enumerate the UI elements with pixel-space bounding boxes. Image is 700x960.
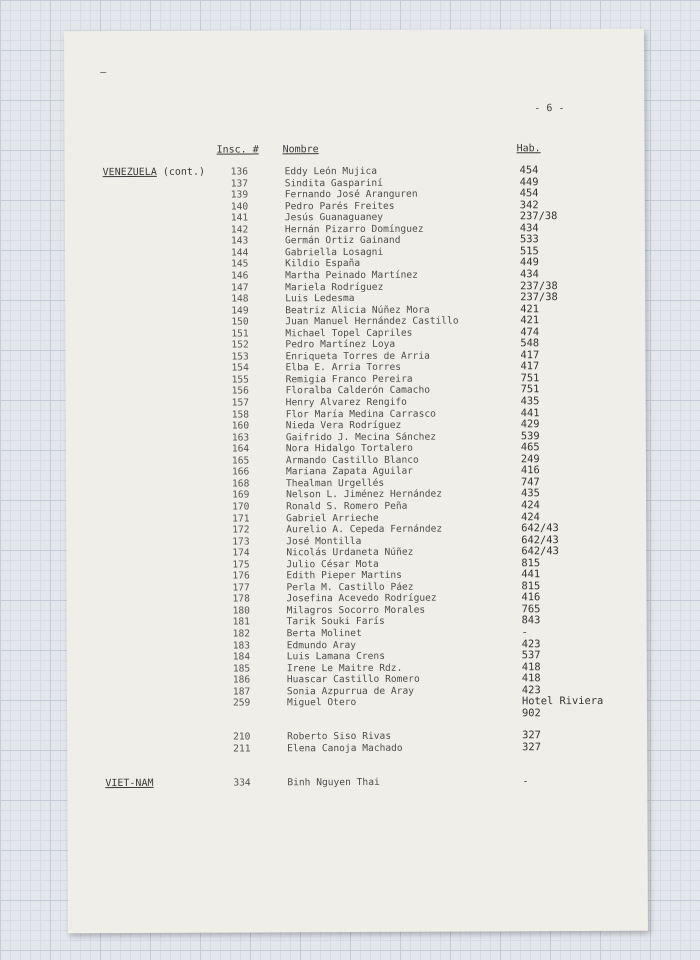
room-number: 418 bbox=[521, 672, 541, 685]
room-number: 342 bbox=[519, 198, 539, 211]
participant-name: Aurelio A. Cepeda Fernández bbox=[286, 523, 443, 536]
registration-number: 181 bbox=[232, 616, 250, 628]
participant-name: Milagros Socorro Morales bbox=[286, 604, 426, 617]
room-number: 423 bbox=[521, 683, 541, 697]
participant-name: Nelson L. Jiménez Hernández bbox=[286, 489, 443, 501]
room-number: 418 bbox=[521, 660, 541, 673]
registration-number: 142 bbox=[230, 224, 249, 236]
registration-number: 149 bbox=[231, 305, 249, 317]
participant-name: Mariela Rodríguez bbox=[285, 281, 384, 293]
participant-name: Jesús Guanaguaney bbox=[284, 212, 384, 224]
participant-name: Roberto Siso Rivas bbox=[287, 731, 392, 743]
room-number: 548 bbox=[520, 337, 540, 350]
registration-number: 180 bbox=[232, 605, 250, 617]
registration-number: 259 bbox=[232, 697, 251, 709]
registration-number: 163 bbox=[231, 432, 250, 444]
registration-number: 155 bbox=[231, 374, 249, 386]
registration-number: 171 bbox=[232, 512, 250, 525]
room-number: 441 bbox=[520, 406, 540, 419]
participant-name: Elena Canoja Machado bbox=[287, 742, 403, 755]
participant-name: Pedro Martínez Loya bbox=[285, 339, 396, 351]
registration-number: 186 bbox=[232, 674, 251, 686]
room-number: 327 bbox=[522, 741, 541, 754]
room-number: 416 bbox=[520, 464, 540, 477]
room-number: 751 bbox=[520, 383, 540, 396]
room-number: Hotel Riviera bbox=[521, 695, 604, 708]
participant-name: Edith Pieper Martins bbox=[286, 570, 402, 582]
registration-number: 173 bbox=[232, 536, 250, 548]
participant-name: Henry Alvarez Rengifo bbox=[285, 396, 407, 409]
room-number: 843 bbox=[521, 614, 541, 627]
header-mark: — bbox=[100, 67, 109, 79]
room-number: 454 bbox=[519, 187, 539, 200]
registration-number: 152 bbox=[231, 339, 249, 351]
participant-name: Gaifrido J. Mecina Sánchez bbox=[285, 431, 437, 443]
room-number: 424 bbox=[521, 499, 540, 512]
registration-number: 165 bbox=[231, 455, 250, 467]
room-number: 902 bbox=[521, 707, 541, 720]
room-number: 815 bbox=[521, 556, 541, 569]
registration-number: 183 bbox=[232, 640, 251, 652]
registration-number: 187 bbox=[232, 686, 251, 698]
room-number: 515 bbox=[519, 245, 539, 258]
participant-name: Josefina Acevedo Rodríguez bbox=[286, 592, 437, 605]
participant-name: Mariana Zapata Aguilar bbox=[285, 466, 414, 478]
registration-number: 157 bbox=[231, 397, 250, 409]
participant-name: Martha Peinado Martínez bbox=[285, 269, 418, 282]
registration-number: 144 bbox=[230, 247, 249, 259]
registration-number: 160 bbox=[231, 420, 250, 432]
participant-name: Nieda Vera Rodríguez bbox=[285, 419, 402, 432]
room-number: 421 bbox=[520, 302, 540, 315]
participant-name: Nora Hidalgo Tortalero bbox=[285, 442, 413, 455]
room-number: 765 bbox=[521, 603, 541, 616]
registration-number: 151 bbox=[231, 328, 249, 340]
registration-number: 147 bbox=[231, 281, 249, 294]
participant-name: Perla M. Castillo Páez bbox=[286, 581, 414, 594]
country-label bbox=[103, 167, 205, 178]
registration-number: 178 bbox=[232, 593, 250, 605]
room-number: 747 bbox=[520, 476, 540, 489]
registration-number: 140 bbox=[230, 201, 249, 213]
room-number: 454 bbox=[519, 164, 539, 177]
room-number: 642/43 bbox=[521, 545, 559, 558]
room-number: 237/38 bbox=[520, 279, 558, 292]
room-number: 434 bbox=[519, 221, 539, 235]
participant-name: Luis Ledesma bbox=[285, 293, 355, 305]
registration-number: 139 bbox=[230, 189, 249, 201]
participant-name: Julio César Mota bbox=[286, 558, 379, 570]
registration-number: 166 bbox=[231, 466, 250, 478]
room-number: 539 bbox=[520, 429, 540, 442]
participant-name: José Montilla bbox=[286, 535, 362, 547]
page-number: - 6 - bbox=[534, 103, 565, 115]
room-number: 237/38 bbox=[520, 291, 558, 304]
participant-name: Luis Lamana Crens bbox=[286, 650, 385, 663]
room-number: 424 bbox=[521, 510, 540, 523]
room-number: 465 bbox=[520, 441, 540, 454]
participant-name: Michael Topel Capriles bbox=[285, 327, 413, 339]
participant-name: Beatriz Alicia Núñez Mora bbox=[285, 304, 430, 316]
registration-number: 136 bbox=[230, 166, 249, 178]
room-number: 642/43 bbox=[521, 533, 559, 546]
participant-name: Eddy León Mujica bbox=[284, 165, 378, 178]
registration-number: 148 bbox=[231, 293, 249, 305]
room-number: 435 bbox=[521, 487, 540, 500]
participant-name: Miguel Otero bbox=[286, 697, 357, 709]
room-number: 423 bbox=[521, 637, 541, 650]
room-number: 417 bbox=[520, 360, 540, 373]
participant-name: Enriqueta Torres de Arria bbox=[285, 350, 430, 363]
room-number: 327 bbox=[522, 729, 541, 742]
room-number: - bbox=[522, 774, 529, 787]
participant-name: Floralba Calderón Camacho bbox=[285, 385, 431, 397]
participant-name: Binh Nguyen Thai bbox=[287, 776, 380, 788]
registration-number: 146 bbox=[231, 270, 249, 282]
room-number: 434 bbox=[520, 268, 539, 281]
room-number: 449 bbox=[520, 256, 539, 269]
registration-number: 143 bbox=[230, 235, 249, 247]
country-name: VIET-NAM bbox=[105, 777, 154, 789]
participant-name: Remigia Franco Pereira bbox=[285, 373, 413, 386]
country-name: VENEZUELA bbox=[102, 166, 157, 179]
participant-name: Armando Castillo Blanco bbox=[285, 454, 419, 467]
room-number: 642/43 bbox=[521, 522, 559, 535]
room-number: 417 bbox=[520, 348, 540, 362]
room-number: 416 bbox=[521, 591, 541, 604]
registration-number: 145 bbox=[231, 258, 249, 270]
registration-number: 153 bbox=[231, 351, 249, 363]
registration-number: 164 bbox=[231, 443, 250, 455]
room-number: 474 bbox=[520, 325, 540, 338]
room-number: 249 bbox=[520, 452, 540, 466]
country-label bbox=[105, 777, 153, 788]
registration-number: 156 bbox=[231, 385, 249, 397]
registration-number: 184 bbox=[232, 651, 251, 663]
registration-number: 176 bbox=[232, 570, 250, 582]
registration-number: 172 bbox=[232, 524, 250, 536]
registration-number: 185 bbox=[232, 663, 251, 675]
participant-name: Hernán Pizarro Domínguez bbox=[284, 223, 424, 236]
room-number: 751 bbox=[520, 372, 540, 385]
participant-name: Elba E. Arria Torres bbox=[285, 362, 402, 374]
participant-name: Germán Ortiz Gainand bbox=[284, 235, 401, 247]
registration-number: 137 bbox=[230, 178, 249, 190]
header-nombre: Nombre bbox=[282, 144, 319, 156]
room-number: 537 bbox=[521, 649, 541, 662]
participant-name: Tarik Souki Farís bbox=[286, 616, 385, 628]
registration-number: 168 bbox=[231, 478, 250, 490]
participant-name: Thealman Urgellés bbox=[285, 477, 385, 490]
participant-name: Nicolás Urdaneta Núñez bbox=[286, 546, 414, 559]
participant-name: Edmundo Aray bbox=[286, 639, 357, 651]
registration-number: 182 bbox=[232, 628, 251, 640]
participant-name: Gabriella Losagni bbox=[284, 246, 384, 259]
participant-name: Fernando José Aranguren bbox=[284, 188, 418, 201]
country-suffix: (cont.) bbox=[162, 166, 206, 178]
room-number: 421 bbox=[520, 314, 540, 327]
participant-name: Juan Manuel Hernández Castillo bbox=[285, 315, 459, 328]
participant-name: Kildio España bbox=[285, 258, 361, 270]
participant-name: Berta Molinet bbox=[286, 627, 362, 640]
room-number: 449 bbox=[519, 175, 539, 188]
registration-number: 175 bbox=[232, 559, 250, 571]
room-number: 429 bbox=[520, 418, 540, 431]
room-number: 815 bbox=[521, 579, 541, 593]
registration-number: 210 bbox=[233, 731, 251, 743]
registration-number: 154 bbox=[231, 362, 249, 374]
registration-number: 177 bbox=[232, 582, 250, 594]
registration-number: 158 bbox=[231, 409, 250, 421]
participant-name: Sonia Azpurrua de Aray bbox=[286, 685, 415, 698]
room-number: 533 bbox=[519, 233, 539, 246]
room-number: 441 bbox=[521, 568, 541, 581]
participant-name: Ronald S. Romero Peña bbox=[286, 500, 408, 513]
registration-number: 174 bbox=[232, 547, 250, 559]
registration-number: 169 bbox=[232, 489, 250, 501]
header-hab: Hab. bbox=[516, 143, 541, 155]
participant-name: Sindita Gaspariní bbox=[284, 177, 383, 189]
participant-name: Flor María Medina Carrasco bbox=[285, 408, 436, 420]
room-number: - bbox=[521, 626, 528, 639]
header-insc: Insc. # bbox=[216, 144, 259, 156]
participant-name: Huascar Castillo Romero bbox=[286, 673, 420, 686]
document-page bbox=[64, 29, 648, 934]
registration-number: 150 bbox=[231, 316, 249, 328]
participant-name: Irene Le Maitre Rdz. bbox=[286, 662, 403, 674]
registration-number: 211 bbox=[233, 743, 251, 755]
participant-name: Pedro Parés Freites bbox=[284, 200, 395, 212]
registration-number: 334 bbox=[233, 776, 251, 789]
participant-name: Gabriel Arrieche bbox=[286, 512, 379, 524]
room-number: 435 bbox=[520, 395, 540, 408]
registration-number: 170 bbox=[232, 501, 250, 513]
registration-number: 141 bbox=[230, 212, 249, 224]
room-number: 237/38 bbox=[519, 210, 558, 223]
